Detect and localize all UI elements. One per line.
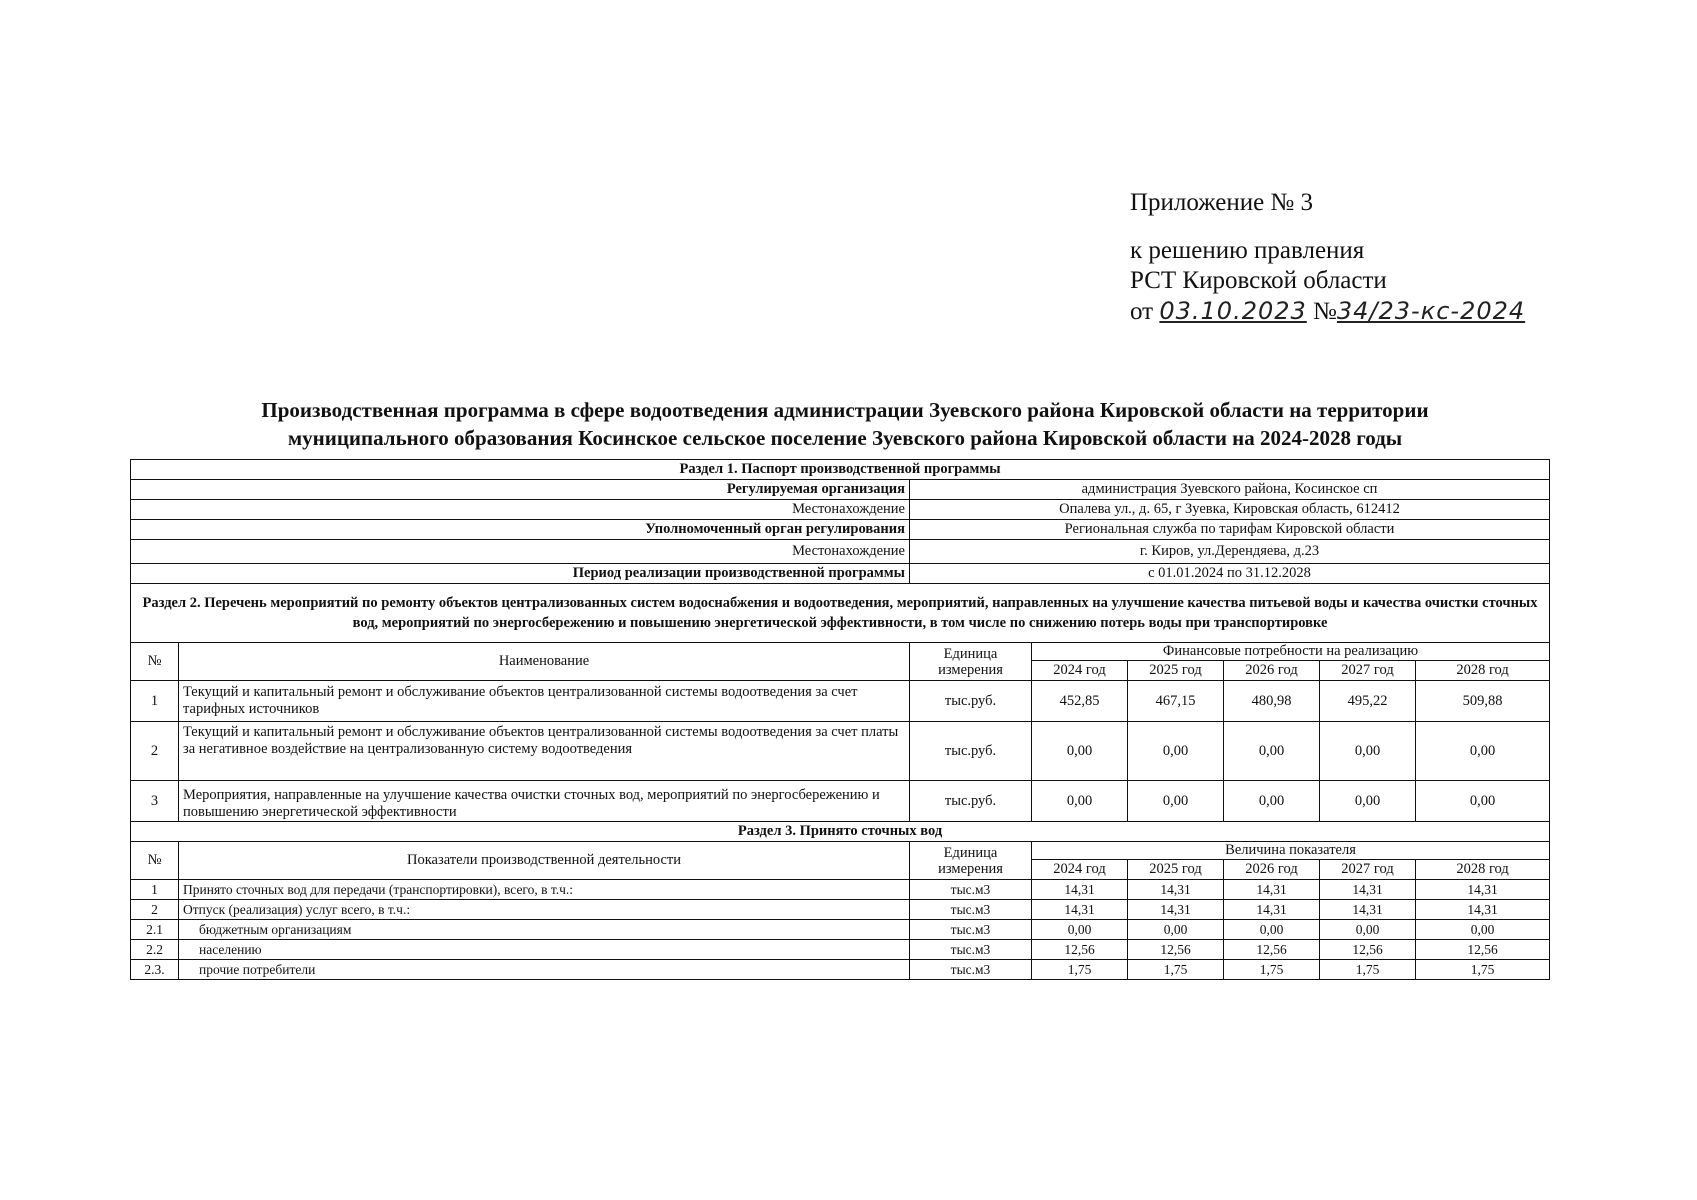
row-number: 3	[131, 781, 179, 822]
row-name: Текущий и капитальный ремонт и обслуживание объектов централизованной системы водоотведения за счет платы за негативное воздействие на централизованную систему водоотведения	[179, 722, 910, 781]
row-number: 2.3.	[131, 960, 179, 980]
row-value: 0,00	[1224, 722, 1320, 781]
passport-label: Местонахождение	[131, 540, 910, 564]
passport-row	[131, 520, 1550, 540]
appendix-authority: РСТ Кировской области	[1130, 267, 1387, 294]
row-unit: тыс.м3	[910, 900, 1032, 920]
row-number: 2	[131, 722, 179, 781]
row-value: 0,00	[1032, 781, 1128, 822]
row-value: 467,15	[1128, 681, 1224, 722]
table-row	[131, 940, 1550, 960]
passport-row	[131, 480, 1550, 500]
document-title	[130, 396, 1560, 452]
col-name-header: Наименование	[179, 643, 910, 681]
appendix-date-line	[1130, 296, 1525, 327]
row-value: 1,75	[1032, 960, 1128, 980]
handwritten-date: 03.10.2023	[1159, 297, 1307, 325]
row-name: прочие потребители	[179, 960, 910, 980]
col-number-header: №	[131, 842, 179, 880]
row-value: 0,00	[1416, 781, 1550, 822]
row-value: 0,00	[1320, 722, 1416, 781]
col-group-header: Величина показателя	[1032, 842, 1550, 860]
row-value: 12,56	[1416, 940, 1550, 960]
section1-header: Раздел 1. Паспорт производственной программы	[131, 460, 1550, 480]
passport-label: Период реализации производственной программы	[131, 564, 910, 584]
year-header: 2026 год	[1224, 661, 1320, 681]
row-value: 1,75	[1128, 960, 1224, 980]
row-value: 14,31	[1032, 900, 1128, 920]
row-value: 12,56	[1320, 940, 1416, 960]
appendix-block	[1130, 188, 1525, 327]
passport-label: Местонахождение	[131, 500, 910, 520]
passport-value: Опалева ул., д. 65, г Зуевка, Кировская область, 612412	[910, 500, 1550, 520]
table-row	[131, 781, 1550, 822]
section3-header: Раздел 3. Принято сточных вод	[131, 822, 1550, 842]
row-value: 0,00	[1320, 920, 1416, 940]
col-number-header: №	[131, 643, 179, 681]
section2-col-header-row	[131, 643, 1550, 661]
row-value: 14,31	[1320, 900, 1416, 920]
year-header: 2024 год	[1032, 860, 1128, 880]
row-name: Отпуск (реализация) услуг всего, в т.ч.:	[179, 900, 910, 920]
row-unit: тыс.м3	[910, 920, 1032, 940]
row-number: 2.1	[131, 920, 179, 940]
row-unit: тыс.м3	[910, 880, 1032, 900]
row-value: 1,75	[1416, 960, 1550, 980]
row-unit: тыс.руб.	[910, 681, 1032, 722]
row-value: 14,31	[1416, 880, 1550, 900]
row-value: 452,85	[1032, 681, 1128, 722]
col-unit-header: Единица измерения	[910, 643, 1032, 681]
passport-row	[131, 564, 1550, 584]
row-value: 509,88	[1416, 681, 1550, 722]
appendix-decision: к решению правления	[1130, 237, 1365, 264]
row-unit: тыс.руб.	[910, 781, 1032, 822]
year-header: 2026 год	[1224, 860, 1320, 880]
program-table	[130, 459, 1550, 980]
row-name: Текущий и капитальный ремонт и обслуживание объектов централизованной системы водоотведения за счет тарифных источников	[179, 681, 910, 722]
row-value: 14,31	[1032, 880, 1128, 900]
row-unit: тыс.м3	[910, 960, 1032, 980]
passport-label: Регулируемая организация	[131, 480, 910, 500]
passport-value: г. Киров, ул.Дерендяева, д.23	[910, 540, 1550, 564]
passport-value: администрация Зуевского района, Косинское сп	[910, 480, 1550, 500]
row-value: 480,98	[1224, 681, 1320, 722]
row-value: 0,00	[1320, 781, 1416, 822]
row-value: 14,31	[1128, 900, 1224, 920]
row-value: 0,00	[1416, 920, 1550, 940]
year-header: 2024 год	[1032, 661, 1128, 681]
row-number: 1	[131, 681, 179, 722]
row-value: 1,75	[1320, 960, 1416, 980]
row-number: 1	[131, 880, 179, 900]
row-value: 495,22	[1320, 681, 1416, 722]
row-value: 0,00	[1416, 722, 1550, 781]
row-value: 12,56	[1224, 940, 1320, 960]
row-value: 0,00	[1224, 920, 1320, 940]
year-header: 2028 год	[1416, 860, 1550, 880]
table-row	[131, 960, 1550, 980]
row-unit: тыс.м3	[910, 940, 1032, 960]
title-line-2: муниципального образования Косинское сельское поселение Зуевского района Кировской области на 2024-2028 годы	[287, 426, 1403, 450]
row-value: 0,00	[1128, 920, 1224, 940]
passport-row	[131, 500, 1550, 520]
year-header: 2025 год	[1128, 860, 1224, 880]
row-value: 0,00	[1128, 781, 1224, 822]
number-label: №	[1313, 298, 1337, 325]
row-value: 14,31	[1224, 900, 1320, 920]
year-header: 2028 год	[1416, 661, 1550, 681]
row-name: населению	[179, 940, 910, 960]
table-row	[131, 900, 1550, 920]
row-number: 2.2	[131, 940, 179, 960]
row-name: бюджетным организациям	[179, 920, 910, 940]
row-value: 14,31	[1224, 880, 1320, 900]
title-line-1: Производственная программа в сфере водоотведения администрации Зуевского района Кировской области на территории	[261, 398, 1429, 422]
row-value: 14,31	[1320, 880, 1416, 900]
row-value: 0,00	[1032, 920, 1128, 940]
table-row	[131, 920, 1550, 940]
row-value: 12,56	[1032, 940, 1128, 960]
passport-value: с 01.01.2024 по 31.12.2028	[910, 564, 1550, 584]
passport-row	[131, 540, 1550, 564]
year-header: 2027 год	[1320, 661, 1416, 681]
year-header: 2025 год	[1128, 661, 1224, 681]
table-row	[131, 880, 1550, 900]
row-value: 1,75	[1224, 960, 1320, 980]
section1-header-row	[131, 460, 1550, 480]
col-unit-header: Единица измерения	[910, 842, 1032, 880]
row-value: 14,31	[1128, 880, 1224, 900]
row-value: 14,31	[1416, 900, 1550, 920]
from-label: от	[1130, 298, 1154, 325]
row-number: 2	[131, 900, 179, 920]
table-row	[131, 722, 1550, 781]
appendix-number: Приложение № 3	[1130, 189, 1314, 216]
col-group-header: Финансовые потребности на реализацию	[1032, 643, 1550, 661]
col-name-header: Показатели производственной деятельности	[179, 842, 910, 880]
section3-col-header-row	[131, 842, 1550, 860]
row-name: Принято сточных вод для передачи (транспортировки), всего, в т.ч.:	[179, 880, 910, 900]
row-name: Мероприятия, направленные на улучшение качества очистки сточных вод, мероприятий по энергосбережению и повышению энергетической эффективности	[179, 781, 910, 822]
section2-header: Раздел 2. Перечень мероприятий по ремонту объектов централизованных систем водоснабжения и водоотведения, мероприятий, направленных на улучшение качества питьевой воды и качества очистки сточных вод, мероприятий по энергосбережению и повышению энергетической эффективности, в том числе по снижению потерь воды при транспортировке	[131, 584, 1550, 643]
handwritten-number: 34/23-кс-2024	[1336, 297, 1526, 325]
year-header: 2027 год	[1320, 860, 1416, 880]
section3-header-row	[131, 822, 1550, 842]
section2-header-row	[131, 584, 1550, 643]
row-value: 12,56	[1128, 940, 1224, 960]
passport-label: Уполномоченный орган регулирования	[131, 520, 910, 540]
row-value: 0,00	[1128, 722, 1224, 781]
row-unit: тыс.руб.	[910, 722, 1032, 781]
row-value: 0,00	[1032, 722, 1128, 781]
row-value: 0,00	[1224, 781, 1320, 822]
table-row	[131, 681, 1550, 722]
passport-value: Региональная служба по тарифам Кировской области	[910, 520, 1550, 540]
